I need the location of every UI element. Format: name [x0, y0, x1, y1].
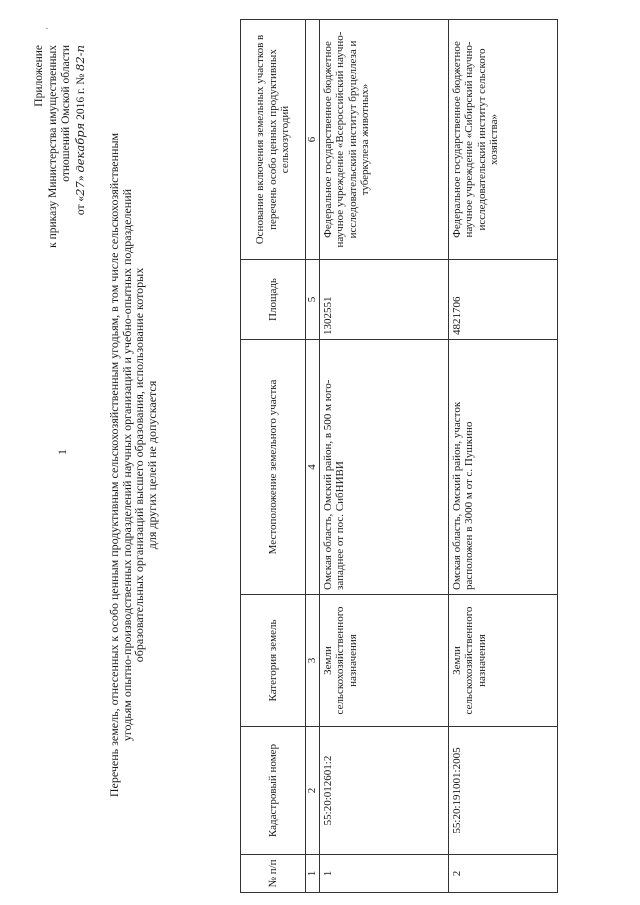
land-category: Земли сельскохозяйственного назначения	[319, 595, 448, 727]
title-line4: для других целей не допускается	[144, 380, 159, 550]
land-area: 4821706	[448, 260, 557, 340]
scan-speck: ·	[42, 27, 52, 30]
col-num: 4	[306, 340, 320, 595]
header-category: Категория земель	[241, 595, 306, 727]
appendix-date-line	[74, 45, 89, 248]
appendix-header	[33, 45, 88, 248]
date-prefix: от «	[74, 195, 87, 216]
date-month: декабря	[72, 122, 87, 173]
land-category: Земли сельскохозяйственного назначения	[448, 595, 557, 727]
header-cadastral: Кадастровый номер	[241, 727, 306, 855]
col-num: 2	[306, 727, 320, 855]
table-header-row	[241, 20, 306, 893]
appendix-line3: отношений Омской области	[60, 45, 72, 182]
title-line2: угодьям опытно-производственных подразделений научных организаций и учебно-опытных подразделений	[119, 188, 134, 742]
land-location: Омская область, Омский район, участок расположен в 3000 м от с. Пушкино	[448, 340, 557, 595]
inclusion-basis: Федеральное государственное бюджетное научное учреждение «Сибирский научно-исследовательский институт сельского хозяйства»	[448, 20, 557, 260]
date-year: 2016 г. №	[74, 73, 87, 120]
header-location: Местоположение земельного участка	[241, 340, 306, 595]
title-line1: Перечень земель, отнесенных к особо ценным продуктивным сельскохозяйственным угодьям, в том числе сельскохозяйственным	[107, 132, 121, 798]
date-close: »	[74, 175, 87, 182]
col-num: 1	[306, 855, 320, 893]
land-area: 1302551	[319, 260, 448, 340]
title-line3: образовательных организаций высшего образования, использование которых	[132, 267, 147, 663]
row-number: 2	[448, 855, 557, 893]
col-num: 6	[306, 20, 320, 260]
col-num: 5	[306, 260, 320, 340]
appendix-line1: Приложение	[33, 45, 45, 107]
header-number: № п/п	[241, 855, 306, 893]
cadastral-number: 55:20:012601:2	[319, 727, 448, 855]
appendix-line2: к приказу Министерства имущественных	[46, 45, 59, 248]
row-number: 1	[319, 855, 448, 893]
header-area: Площадь	[241, 260, 306, 340]
header-basis: Основание включения земельных участков в перечень особо ценных продуктивных сельхозугодий	[241, 20, 306, 260]
order-number: 82-п	[72, 45, 87, 71]
land-list-table	[240, 19, 558, 893]
land-location: Омская область, Омский район, в 500 м юго-западнее от пос. СибНИВИ	[319, 340, 448, 595]
table-row	[319, 20, 448, 893]
date-day: 27	[72, 181, 87, 196]
cadastral-number: 55:20:191001:2005	[448, 727, 557, 855]
column-numbers-row	[306, 20, 320, 893]
table-row	[448, 20, 557, 893]
document-title	[108, 85, 158, 845]
col-num: 3	[306, 595, 320, 727]
page-number: 1	[55, 449, 69, 455]
inclusion-basis: Федеральное государственное бюджетное научное учреждение «Всероссийский научно-исследовательский институт бруцеллеза и туберкулеза животных»	[319, 20, 448, 260]
